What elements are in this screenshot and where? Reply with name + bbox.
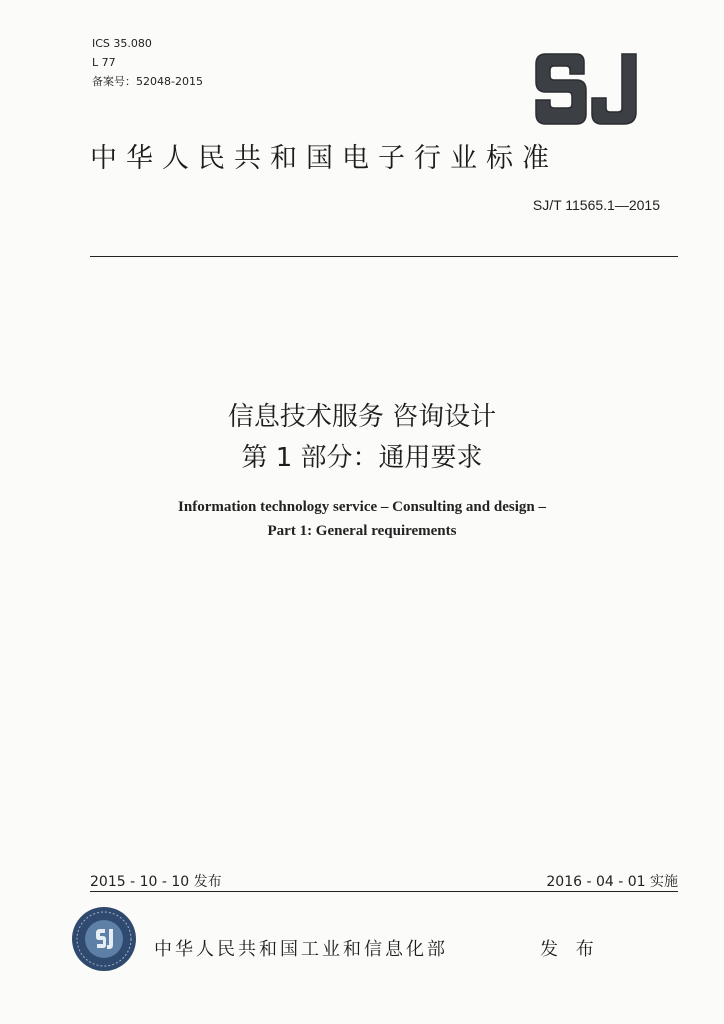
classification-code: L 77 — [92, 56, 116, 69]
divider-bottom — [90, 891, 678, 892]
publish-date: 2015 - 10 - 10 发布 — [90, 874, 222, 890]
chinese-title-line-2: 第 1 部分：通用要求 — [241, 443, 483, 473]
issuing-authority: 中华人民共和国工业和信息化部 — [154, 939, 448, 960]
sj-logo-icon — [532, 50, 652, 130]
ministry-seal-icon — [70, 905, 138, 973]
issue-label: 发 布 — [540, 939, 600, 960]
english-title-line-2: Part 1: General requirements — [267, 523, 457, 539]
divider-top — [90, 256, 678, 257]
standard-category-title: 中华人民共和国电子行业标准 — [90, 143, 558, 174]
record-number: 备案号：52048-2015 — [92, 75, 203, 88]
document-metadata — [92, 34, 203, 91]
effective-date: 2016 - 04 - 01 实施 — [546, 874, 678, 890]
english-title-line-1: Information technology service – Consulting and design – — [178, 499, 546, 515]
chinese-title-line-1: 信息技术服务 咨询设计 — [227, 402, 497, 432]
standard-number: SJ/T 11565.1—2015 — [532, 197, 660, 213]
ics-code: ICS 35.080 — [92, 37, 152, 50]
